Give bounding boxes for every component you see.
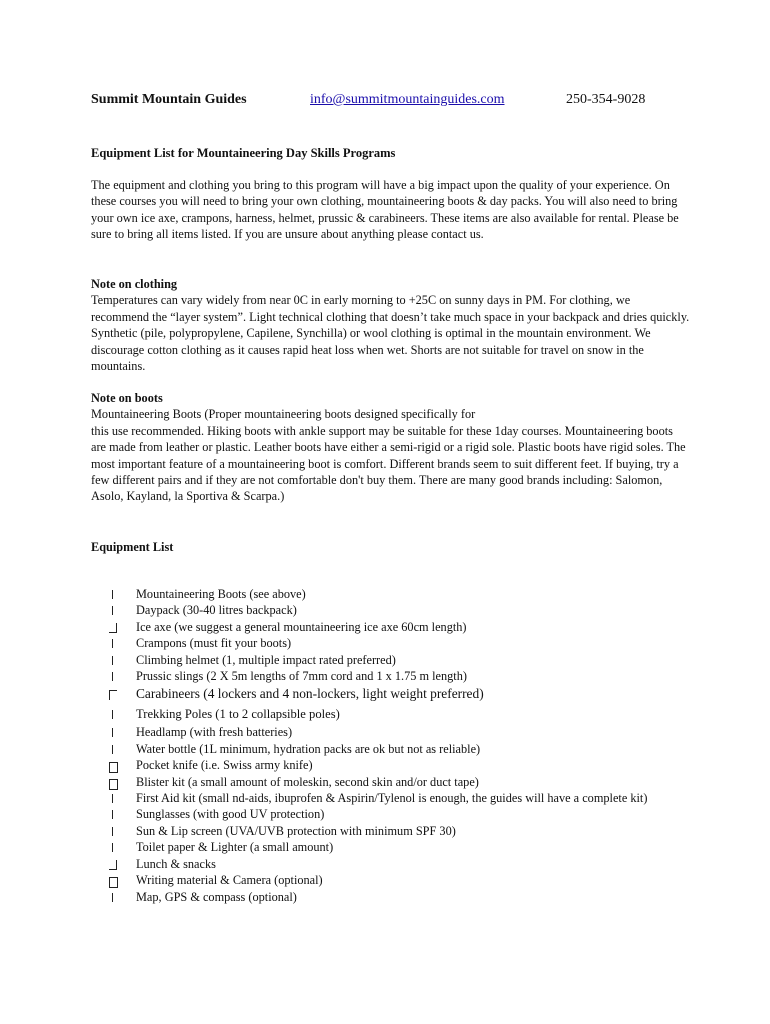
bullet-icon (112, 656, 120, 665)
bullet-icon (112, 606, 120, 615)
list-item: Carabineers (4 lockers and 4 non-lockers, light weight preferred) (109, 684, 689, 704)
list-item: Prussic slings (2 X 5m lengths of 7mm cord and 1 x 1.75 m length) (109, 668, 689, 684)
list-item: First Aid kit (small nd-aids, ibuprofen & Aspirin/Tylenol is enough, the guides will have a complete kit) (109, 790, 689, 806)
bullet-icon (109, 690, 117, 700)
bullet-icon (112, 893, 120, 902)
bullet-icon (112, 710, 120, 719)
bullet-icon (112, 827, 120, 836)
bullet-icon (109, 779, 118, 790)
equipment-heading: Equipment List (91, 540, 174, 554)
clothing-heading: Note on clothing (91, 277, 178, 291)
list-item: Writing material & Camera (optional) (109, 872, 689, 888)
list-item: Sunglasses (with good UV protection) (109, 806, 689, 822)
list-item: Crampons (must fit your boots) (109, 635, 689, 651)
bullet-icon (109, 762, 118, 773)
intro-paragraph: The equipment and clothing you bring to this program will have a big impact upon the quality of your experience. On these courses you will need to bring your own clothing, mountaineering boots & day packs. You will also need to bring your own ice axe, crampons, harness, helmet, prussic & carabineers. These items are also available for rental. Please be sure to bring all items listed. If you are unsure about anything please contact us. (91, 178, 679, 242)
bullet-icon (112, 843, 120, 852)
boots-body: this use recommended. Hiking boots with ankle support may be suitable for these 1day courses. Mountaineering boots are made from leather or plastic. Leather boots have either a semi-rigid or a rigid sole. Plastic boots have rigid soles. The most important feature of a mountaineering boot is comfort. Different brands seem to suit different feet. If buying, try a few different pairs and if they are not comfortable don't buy them. There are many good brands including: Salomon, Asolo, Kayland, la Sportiva & Scarpa.) (91, 423, 686, 504)
clothing-body: Temperatures can vary widely from near 0C in early morning to +25C on sunny days in PM. For clothing, we recommend the “layer system”. Light technical clothing that doesn’t take much space in your backpack and dries quickly. Synthetic (pile, polypropylene, Capilene, Synchilla) or wool clothing is optimal in the mountain environment. We discourage cotton clothing as it causes rapid heat loss when wet. Shorts are not suitable for travel on snow in the mountains. (91, 293, 690, 374)
bullet-icon (109, 860, 117, 870)
phone-number: 250-354-9028 (566, 92, 646, 107)
list-item: Lunch & snacks (109, 856, 689, 872)
bullet-icon (112, 728, 120, 737)
company-name: Summit Mountain Guides (91, 92, 247, 107)
boots-heading: Note on boots (91, 391, 163, 405)
bullet-icon (112, 590, 120, 599)
email-link[interactable]: info@summitmountainguides.com (310, 92, 505, 107)
list-item: Blister kit (a small amount of moleskin, second skin and/or duct tape) (109, 774, 689, 790)
bullet-icon (109, 877, 118, 888)
list-item: Sun & Lip screen (UVA/UVB protection with minimum SPF 30) (109, 823, 689, 839)
bullet-icon (112, 794, 120, 803)
list-item: Map, GPS & compass (optional) (109, 889, 689, 905)
list-item: Ice axe (we suggest a general mountaineering ice axe 60cm length) (109, 619, 689, 635)
list-item: Trekking Poles (1 to 2 collapsible poles) (109, 704, 689, 724)
bullet-icon (112, 745, 120, 754)
bullet-icon (112, 810, 120, 819)
list-item: Climbing helmet (1, multiple impact rated preferred) (109, 652, 689, 668)
list-item: Daypack (30-40 litres backpack) (109, 602, 689, 618)
document-title: Equipment List for Mountaineering Day Skills Programs (91, 146, 396, 160)
boots-first-line: Mountaineering Boots (Proper mountaineering boots designed specifically for (91, 407, 476, 422)
bullet-icon (112, 639, 120, 648)
clothing-section (91, 276, 691, 374)
equipment-list (109, 586, 689, 905)
boots-section (91, 390, 691, 505)
list-item: Headlamp (with fresh batteries) (109, 724, 689, 740)
bullet-icon (109, 623, 117, 633)
bullet-icon (112, 672, 120, 681)
list-item: Mountaineering Boots (see above) (109, 586, 689, 602)
list-item: Water bottle (1L minimum, hydration packs are ok but not as reliable) (109, 741, 689, 757)
list-item: Pocket knife (i.e. Swiss army knife) (109, 757, 689, 773)
letterhead (91, 92, 691, 112)
list-item: Toilet paper & Lighter (a small amount) (109, 839, 689, 855)
